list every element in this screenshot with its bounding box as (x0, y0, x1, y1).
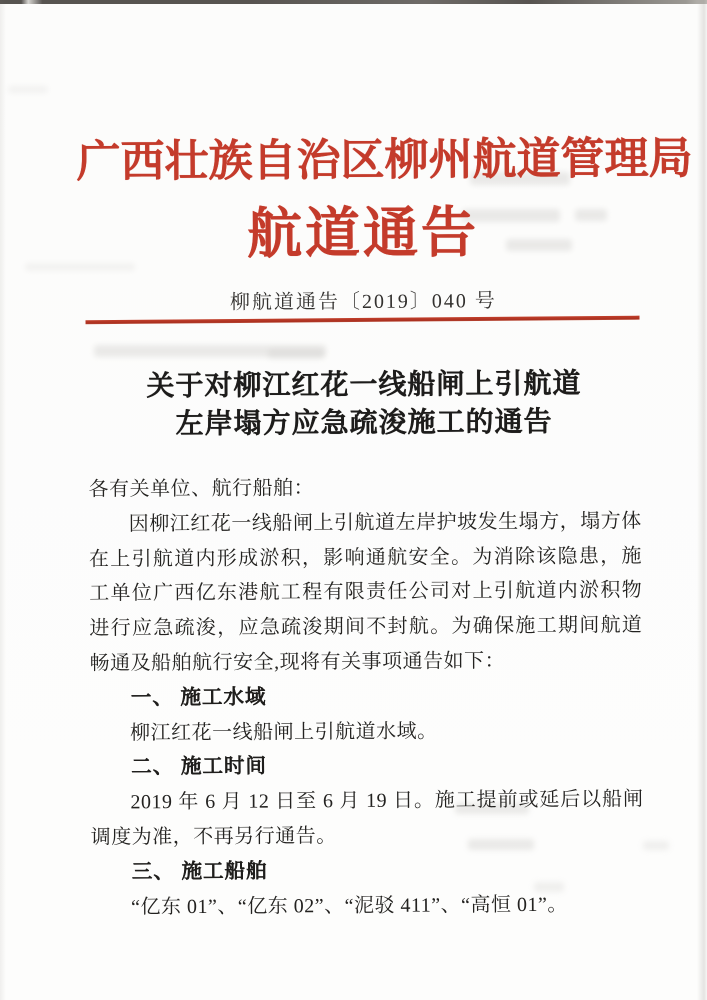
section-3-content: “亿东 01”、“亿东 02”、“泥驳 411”、“高恒 01”。 (131, 893, 568, 918)
org-name: 广西壮族自治区柳州航道管理局 (76, 133, 693, 187)
section-3-heading: 三、 施工船舶 (131, 859, 268, 884)
section-1-content: 柳江红花一线船闸上引航道水域。 (129, 720, 438, 744)
doc-number: 柳航道通告〔2019〕040 号 (229, 290, 497, 314)
notice-body (88, 469, 644, 925)
section-2-heading: 二、 施工时间 (131, 754, 268, 779)
section-1-heading: 一、 施工水域 (130, 685, 267, 710)
intro-paragraph: 因柳江红花一线船闸上引航道左岸护坡发生塌方，塌方体在上引航道内形成淤积，影响通航安全。为消除该隐患，施工单位广西亿东港航工程有限责任公司对上引航道内淤积物进行应急疏浚，应急疏浚期间不封航。为确保施工期间航道畅通及船舶航行安全,现将有关事项通告如下： (88, 510, 643, 675)
notice-title (78, 365, 650, 444)
notice-title-line2: 左岸塌方应急疏浚施工的通告 (175, 406, 553, 441)
salutation: 各有关单位、航行船舶： (88, 477, 315, 501)
section-2-content: 2019 年 6 月 12 日至 6 月 19 日。施工提前或延后以船闸调度为准，不再另行通告。 (90, 788, 644, 849)
doc-type-title: 航道通告 (246, 202, 480, 265)
red-divider-line (86, 316, 640, 325)
notice-title-line1: 关于对柳江红花一线船闸上引航道 (146, 368, 582, 403)
